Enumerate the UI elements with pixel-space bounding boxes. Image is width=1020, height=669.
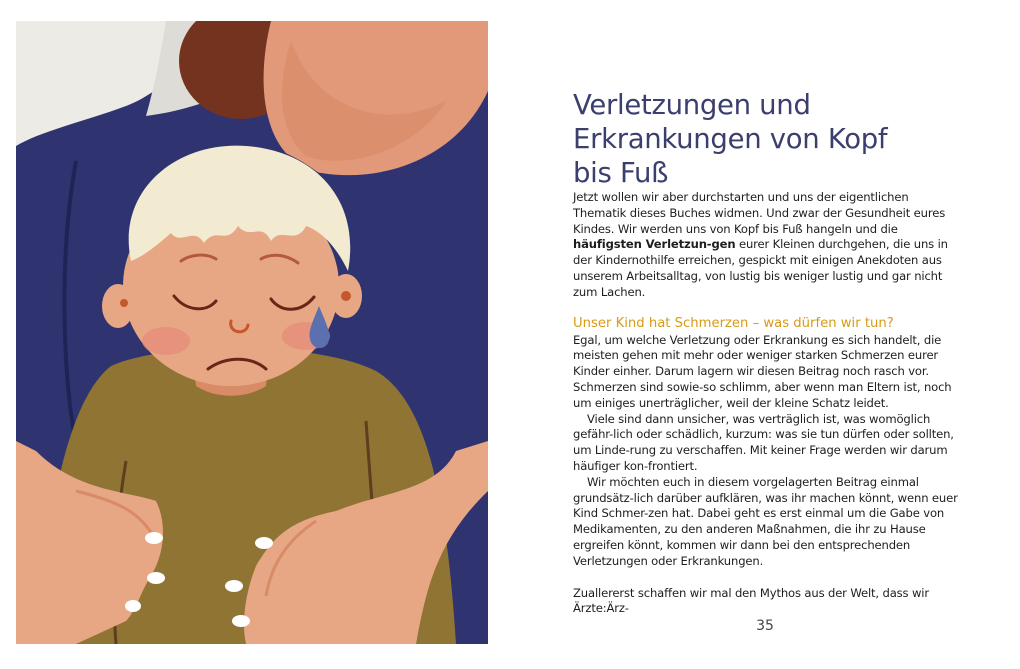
intro-text-end: eurer Kleinen durchgehen, die uns in der Kindernothilfe erreichen, gespickt mit einigen Anekdoten aus unserem Arbeitsalltag, von lustig bis weniger lustig und gar nicht zum Lachen. bbox=[573, 237, 948, 299]
section-subheading: Unser Kind hat Schmerzen – was dürfen wir tun? bbox=[573, 315, 894, 331]
body-paragraph: Egal, um welche Verletzung oder Erkrankung es sich handelt, die meisten gehen mit mehr oder weniger starken Schmerzen eurer Kinder einher. Darum lagern wir diesen Beitrag noch rasch vor. Schmerzen sind sowie-so schlimm, aber wenn man Eltern ist, noch um einiges unerträglicher, weil der kleine Schatz leidet. bbox=[573, 332, 952, 410]
intro-bold-text: häufigsten Verletzun-gen bbox=[573, 237, 736, 252]
intro-text: Jetzt wollen wir aber durchstarten und uns der eigentlichen Thematik dieses Buches widmen. Und zwar der Gesundheit eures Kindes. Wir werden uns von Kopf bis Fuß hangeln und die bbox=[573, 190, 946, 236]
body-paragraph: Wir möchten euch in diesem vorgelagerten Beitrag einmal grundsätz-lich darüber aufklären, was ihr machen könnt, wenn euer Kind Schmer-zen hat. Dabei geht es erst einmal um die Gabe von Medikamenten, zu den anderen Maßnahmen, die ihr zu Hause ergreifen könnt, kommen wir dann bei den entsprechenden Verletzungen oder Erkrankungen. bbox=[573, 474, 958, 568]
heading-line: bis Fuß bbox=[573, 157, 669, 189]
text-column bbox=[573, 88, 958, 617]
body-paragraph: Viele sind dann unsicher, was verträglich ist, was womöglich gefähr-lich oder schädlich, kurzum: was sie tun dürfen oder sollten, um Linde-rung zu verschaffen. Mit keiner Frage werden wir darum häufiger kon-frontiert. bbox=[573, 411, 954, 473]
intro-paragraph bbox=[573, 190, 958, 301]
heading-line: Verletzungen und bbox=[573, 89, 811, 121]
page-number: 35 bbox=[756, 618, 774, 634]
heading-line: Erkrankungen von Kopf bbox=[573, 123, 888, 155]
continuation-line: Zuallererst schaffen wir mal den Mythos aus der Welt, dass wir Ärzte:Ärz- bbox=[573, 585, 929, 616]
chapter-heading bbox=[573, 88, 958, 190]
illustration-crying-child bbox=[16, 21, 488, 644]
